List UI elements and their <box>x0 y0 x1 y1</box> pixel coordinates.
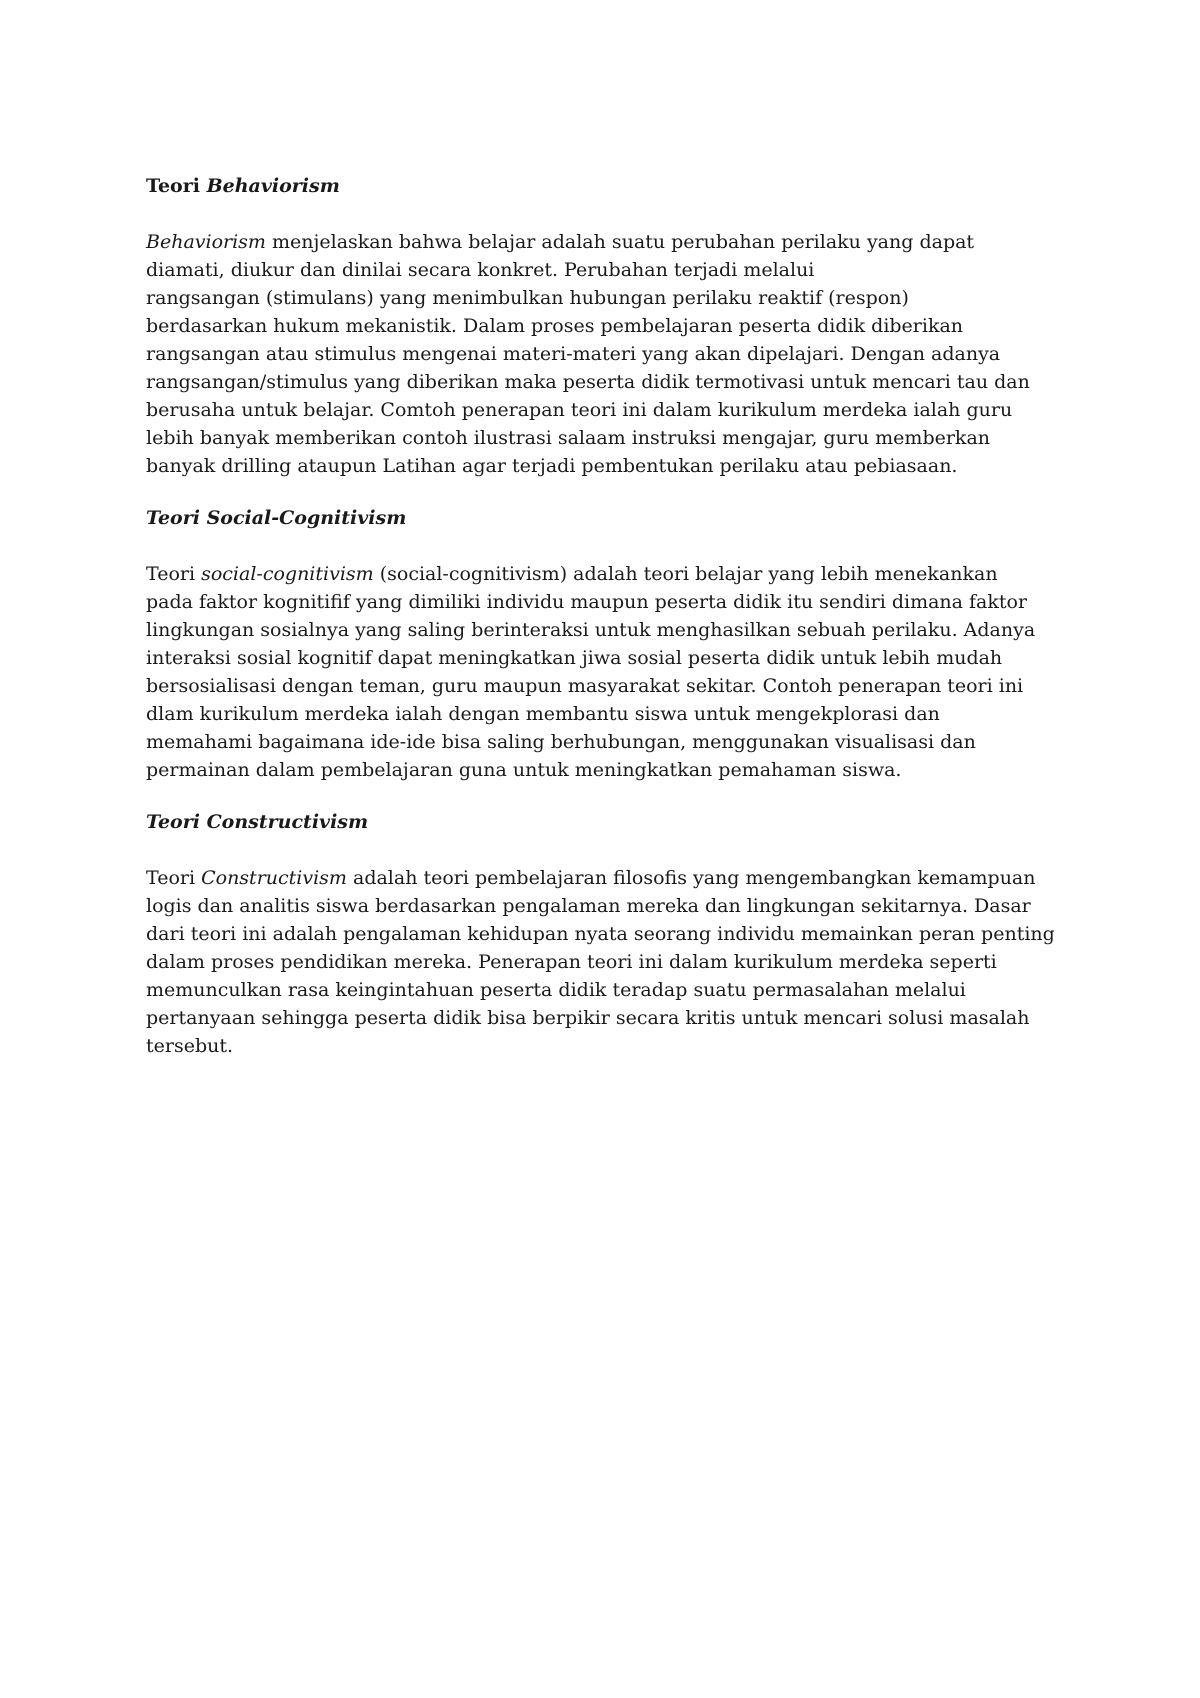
text-line: rangsangan atau stimulus mengenai materi-materi yang akan dipelajari. Dengan adanya <box>146 343 1001 365</box>
text-line: diamati, diukur dan dinilai secara konkret. Perubahan terjadi melalui <box>146 259 815 281</box>
text-line: lingkungan sosialnya yang saling berinteraksi untuk menghasilkan sebuah perilaku. Adanya <box>146 619 1036 641</box>
text-line: Teori social-cognitivism (social-cognitivism) adalah teori belajar yang lebih menekankan <box>146 563 998 585</box>
text-line: dalam proses pendidikan mereka. Penerapan teori ini dalam kurikulum merdeka seperti <box>146 951 997 973</box>
heading-prefix: Teori <box>146 175 207 197</box>
text-line: permainan dalam pembelajaran guna untuk meningkatkan pemahaman siswa. <box>146 759 902 781</box>
text-line: Behaviorism menjelaskan bahwa belajar adalah suatu perubahan perilaku yang dapat <box>146 231 975 253</box>
text-line: pertanyaan sehingga peserta didik bisa berpikir secara kritis untuk mencari solusi masalah <box>146 1007 1030 1029</box>
text-line: lebih banyak memberikan contoh ilustrasi salaam instruksi mengajar, guru memberkan <box>146 427 991 449</box>
text-line: memahami bagaimana ide-ide bisa saling berhubungan, menggunakan visualisasi dan <box>146 731 976 753</box>
text-line: dari teori ini adalah pengalaman kehidupan nyata seorang individu memainkan peran penting <box>146 923 1055 945</box>
heading-em: Behaviorism <box>206 175 340 197</box>
text-line: tersebut. <box>146 1035 234 1057</box>
section-heading-social-cognitivism: Teori Social-Cognitivism <box>146 507 407 529</box>
paragraph-behaviorism <box>146 228 1066 480</box>
section-heading-behaviorism <box>146 172 1066 200</box>
text-line: memunculkan rasa keingintahuan peserta didik teradap suatu permasalahan melalui <box>146 979 966 1001</box>
text-line: interaksi sosial kognitif dapat meningkatkan jiwa sosial peserta didik untuk lebih mudah <box>146 647 1003 669</box>
text-line: rangsangan (stimulans) yang menimbulkan hubungan perilaku reaktif (respon) <box>146 287 909 309</box>
text-line: pada faktor kognitifif yang dimiliki individu maupun peserta didik itu sendiri dimana faktor <box>146 591 1028 613</box>
paragraph-social-cognitivism <box>146 560 1066 784</box>
text-line: berdasarkan hukum mekanistik. Dalam proses pembelajaran peserta didik diberikan <box>146 315 964 337</box>
document-page <box>146 172 1066 1060</box>
text-line: rangsangan/stimulus yang diberikan maka peserta didik termotivasi untuk mencari tau dan <box>146 371 1030 393</box>
text-line: banyak drilling ataupun Latihan agar terjadi pembentukan perilaku atau pebiasaan. <box>146 455 958 477</box>
text-line: bersosialisasi dengan teman, guru maupun masyarakat sekitar. Contoh penerapan teori ini <box>146 675 1024 697</box>
text-line: berusaha untuk belajar. Comtoh penerapan teori ini dalam kurikulum merdeka ialah guru <box>146 399 1013 421</box>
paragraph-constructivism <box>146 864 1066 1060</box>
text-line: logis dan analitis siswa berdasarkan pengalaman mereka dan lingkungan sekitarnya. Dasar <box>146 895 1031 917</box>
section-heading-constructivism: Teori Constructivism <box>146 811 369 833</box>
text-line: Teori Constructivism adalah teori pembelajaran filosofis yang mengembangkan kemampuan <box>146 867 1036 889</box>
text-line: dlam kurikulum merdeka ialah dengan membantu siswa untuk mengekplorasi dan <box>146 703 940 725</box>
